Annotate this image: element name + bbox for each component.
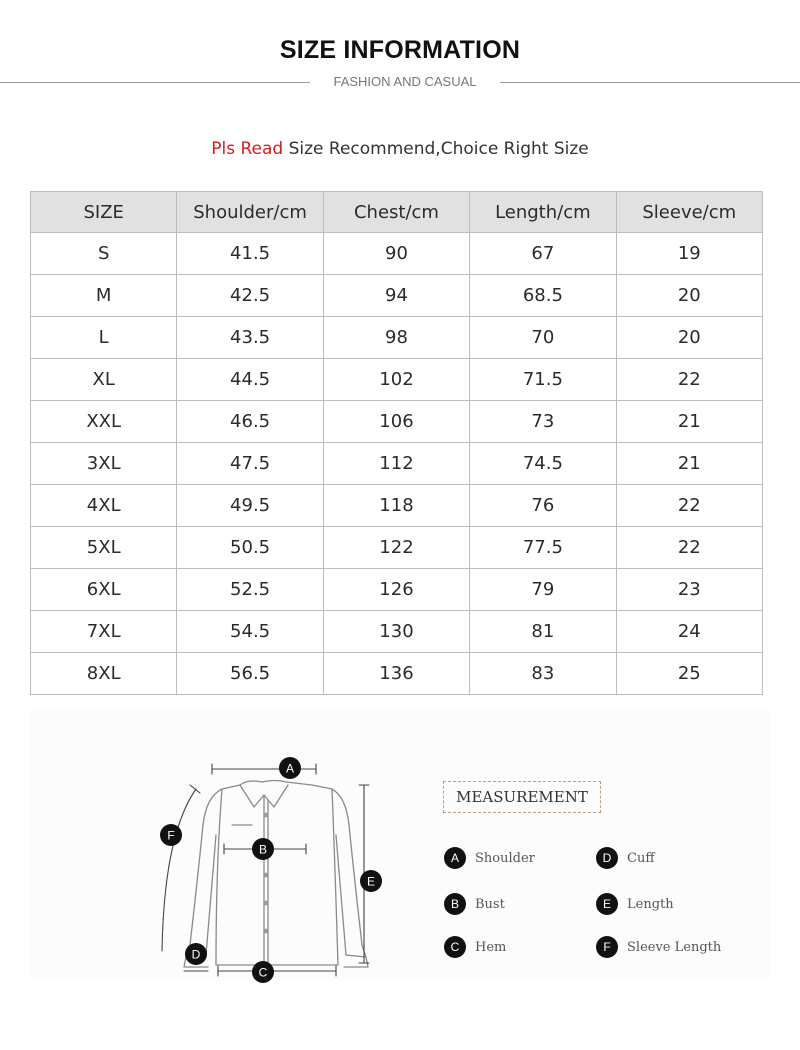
legend-label: Bust — [475, 896, 505, 912]
table-cell: 54.5 — [177, 611, 323, 653]
header-cell: Sleeve/cm — [616, 192, 762, 233]
table-cell: 22 — [616, 527, 762, 569]
table-cell: 7XL — [31, 611, 177, 653]
table-cell: XXL — [31, 401, 177, 443]
diagram-marker-f — [160, 824, 182, 846]
table-cell: 73 — [470, 401, 616, 443]
table-cell: 44.5 — [177, 359, 323, 401]
svg-text:E: E — [366, 874, 376, 889]
diagram-marker-a — [279, 757, 301, 779]
table-cell: 20 — [616, 317, 762, 359]
table-cell: 70 — [470, 317, 616, 359]
table-cell: 136 — [323, 653, 469, 695]
legend-label: Shoulder — [475, 850, 535, 866]
table-cell: 6XL — [31, 569, 177, 611]
table-cell: 21 — [616, 443, 762, 485]
table-cell: 4XL — [31, 485, 177, 527]
table-cell: 8XL — [31, 653, 177, 695]
legend-badge: C — [444, 936, 466, 958]
legend-badge: E — [596, 893, 618, 915]
table-cell: 41.5 — [177, 233, 323, 275]
table-cell: 49.5 — [177, 485, 323, 527]
table-row — [31, 359, 763, 401]
shirt-drawing — [184, 781, 368, 968]
size-table — [30, 191, 763, 695]
table-row — [31, 485, 763, 527]
table-cell: 90 — [323, 233, 469, 275]
table-cell: 130 — [323, 611, 469, 653]
legend-badge: A — [444, 847, 466, 869]
size-recommend-note — [0, 139, 800, 159]
legend-item-cuff — [596, 846, 655, 870]
table-cell: 19 — [616, 233, 762, 275]
table-cell: 22 — [616, 485, 762, 527]
table-row — [31, 275, 763, 317]
header-cell: Shoulder/cm — [177, 192, 323, 233]
table-cell: 81 — [470, 611, 616, 653]
table-cell: L — [31, 317, 177, 359]
page-title: SIZE INFORMATION — [279, 36, 521, 64]
svg-text:A: A — [285, 761, 295, 776]
diagram-marker-e — [360, 870, 382, 892]
note-text: Size Recommend,Choice Right Size — [288, 139, 589, 159]
header-cell: SIZE — [31, 192, 177, 233]
table-cell: 74.5 — [470, 443, 616, 485]
table-header-row — [31, 192, 763, 233]
table-row — [31, 611, 763, 653]
table-cell: 71.5 — [470, 359, 616, 401]
table-cell: 21 — [616, 401, 762, 443]
header-cell: Chest/cm — [323, 192, 469, 233]
svg-text:D: D — [191, 947, 201, 962]
diagram-marker-b — [252, 838, 274, 860]
diagram-marker-d — [185, 943, 207, 965]
table-cell: 122 — [323, 527, 469, 569]
table-cell: 52.5 — [177, 569, 323, 611]
table-cell: 20 — [616, 275, 762, 317]
page-subtitle: FASHION AND CASUAL — [333, 74, 477, 89]
table-row — [31, 233, 763, 275]
diagram-marker-c — [252, 961, 274, 983]
header-cell: Length/cm — [470, 192, 616, 233]
legend-item-shoulder — [444, 846, 535, 870]
legend-label: Sleeve Length — [627, 939, 722, 955]
table-cell: S — [31, 233, 177, 275]
divider-right — [500, 82, 800, 83]
svg-text:C: C — [258, 965, 268, 980]
table-cell: 42.5 — [177, 275, 323, 317]
svg-text:B: B — [258, 842, 268, 857]
note-highlight: Pls Read — [211, 139, 284, 159]
legend-badge: B — [444, 893, 466, 915]
table-cell: 24 — [616, 611, 762, 653]
table-cell: 47.5 — [177, 443, 323, 485]
table-cell: 25 — [616, 653, 762, 695]
measurement-title: MEASUREMENT — [443, 781, 601, 813]
table-cell: 23 — [616, 569, 762, 611]
table-cell: 46.5 — [177, 401, 323, 443]
table-row — [31, 443, 763, 485]
table-row — [31, 401, 763, 443]
table-cell: XL — [31, 359, 177, 401]
table-cell: 56.5 — [177, 653, 323, 695]
legend-item-length — [596, 892, 674, 916]
table-row — [31, 569, 763, 611]
table-cell: 67 — [470, 233, 616, 275]
table-cell: 68.5 — [470, 275, 616, 317]
legend-badge: F — [596, 936, 618, 958]
table-cell: 3XL — [31, 443, 177, 485]
table-cell: 50.5 — [177, 527, 323, 569]
table-cell: 76 — [470, 485, 616, 527]
table-cell: 79 — [470, 569, 616, 611]
table-cell: 5XL — [31, 527, 177, 569]
table-row — [31, 527, 763, 569]
shirt-outline-icon — [140, 745, 400, 990]
table-cell: 102 — [323, 359, 469, 401]
legend-item-hem — [444, 935, 506, 959]
table-cell: 106 — [323, 401, 469, 443]
table-cell: 83 — [470, 653, 616, 695]
divider-left — [0, 82, 310, 83]
table-cell: 126 — [323, 569, 469, 611]
svg-text:F: F — [167, 828, 175, 843]
table-cell: 77.5 — [470, 527, 616, 569]
table-cell: 94 — [323, 275, 469, 317]
table-row — [31, 317, 763, 359]
table-row — [31, 653, 763, 695]
table-cell: 43.5 — [177, 317, 323, 359]
legend-item-bust — [444, 892, 505, 916]
table-cell: 118 — [323, 485, 469, 527]
table-cell: 22 — [616, 359, 762, 401]
legend-label: Hem — [475, 939, 507, 955]
legend-badge: D — [596, 847, 618, 869]
table-cell: 98 — [323, 317, 469, 359]
legend-label: Length — [627, 896, 674, 912]
legend-label: Cuff — [627, 850, 655, 866]
table-cell: 112 — [323, 443, 469, 485]
table-cell: M — [31, 275, 177, 317]
legend-item-sleeve-length — [596, 935, 721, 959]
